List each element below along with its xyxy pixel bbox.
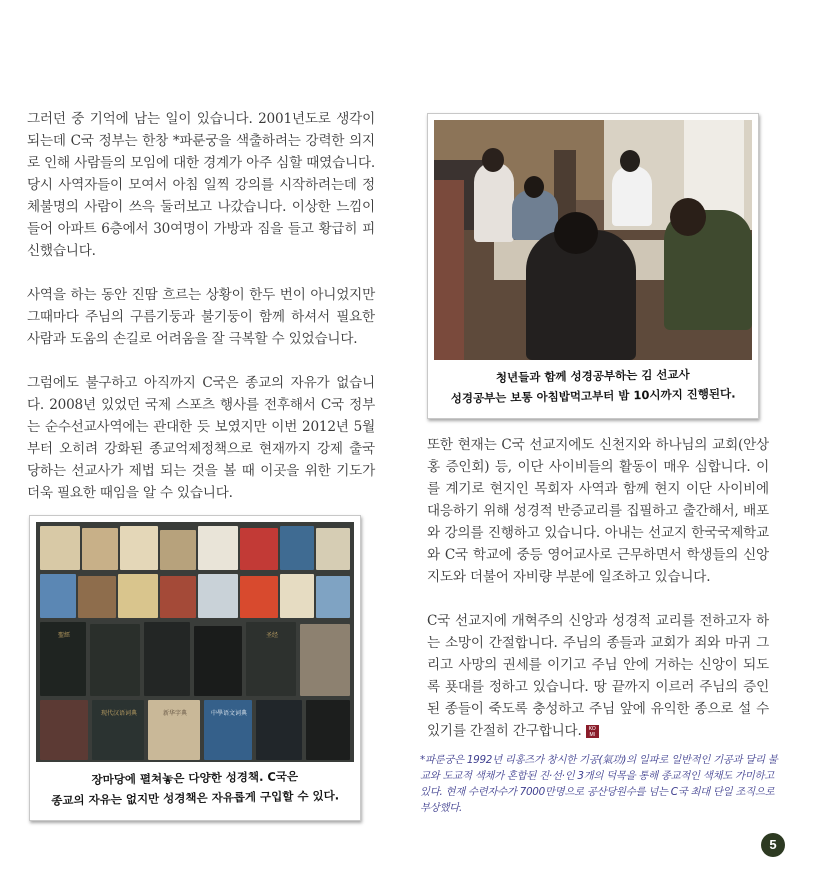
bible-market-caption [34,765,357,811]
photo-bible-study [427,113,759,419]
paragraph-religious-freedom: 그럼에도 불구하고 아직까지 C국은 종교의 자유가 없습니다. 2008년 있었던 국제 스포츠 행사를 전후해서 C국 정부는 순수선교사역에는 관대한 듯 보였지만 이번 2012년 5월부터 오히려 강화된 종교억제정책으로 현재까지 강제 출국 당하는 선교사가 제법 되는 것을 볼 때 이곳을 위한 기도가 더욱 필요한 때임을 알 수 있습니다. [27,375,375,501]
right-column [427,434,769,764]
photo-bible-market [29,515,361,821]
bible-title: 圣经 [265,632,278,639]
page-number-badge: 5 [761,833,785,857]
paragraph-cults: 또한 현재는 C국 선교지에도 신천지와 하나님의 교회(안상홍 증인회) 등, 이단 사이비들의 활동이 매우 심합니다. 이를 계기로 현지인 목회자 사역과 함께 현지 이단 사이비에 대응하기 위해 성경적 반증교리를 집필하고 출간해서, 배포와 강의를 진행하고 있습니다. 아내는 선교지 한국국제학교와 C국 학교에 중등 영어교사로 근무하면서 학생들의 신앙지도와 더불어 자비량 부분에 일조하고 있습니다. [427,437,769,585]
bible-study-image [434,120,752,360]
dictionary-title: 中學语文词典 [210,710,247,717]
caption-line: 종교의 자유는 없지만 성경책은 자유롭게 구입할 수 있다. [51,788,340,808]
caption-line: 성경공부는 보통 아침밥먹고부터 밤 10시까지 진행된다. [450,386,736,406]
caption-line: 장마당에 펼쳐놓은 다양한 성경책. C국은 [91,769,299,787]
end-mark-logo: KO MI [586,725,599,738]
left-column [27,108,375,526]
bible-title: 聖經 [57,632,70,639]
dictionary-title: 新华字典 [162,710,187,717]
caption-line: 청년들과 함께 성경공부하는 김 선교사 [495,367,690,385]
bible-study-caption [432,363,755,409]
paragraph-arrest-story: 그러던 중 기억에 남는 일이 있습니다. 2001년도로 생각이 되는데 C국 정부는 한창 *파룬궁을 색출하려는 강력한 의지로 인해 사람들의 모임에 대한 경계가 아주 심할 때였습니다. 당시 사역자들이 모여서 아침 일찍 강의를 시작하려는데 정체불명의 사람이 쓰윽 둘러보고 나갔습니다. 이상한 느낌이 들어 아파트 6층에서 30여명이 가방과 짐을 들고 황급히 피신했습니다. [27,111,375,259]
paragraph-hope [427,610,769,742]
bible-market-image [36,522,354,762]
dictionary-title: 现代汉语词典 [100,710,137,717]
paragraph-hope-text: C국 선교지에 개혁주의 신앙과 성경적 교리를 전하고자 하는 소망이 간절합니다. 주님의 종들과 교회가 죄와 마귀 그리고 사망의 권세를 이기고 주님 안에 거하는 신앙이 되도록 푯대를 정하고 있습니다. 땅 끝까지 이르러 주님의 증인된 종들이 죽도록 충성하고 주님 앞에 유익한 종으로 설 수 있기를 간절히 간구합니다. [427,613,769,739]
falungong-footnote: *파룬궁은 1992년 리홍즈가 창시한 기공(氣功)의 일파로 일반적인 기공과 달리 불교와 도교적 색채가 혼합된 진·선·인 3개의 덕목을 통해 종교적인 색채도 가미하고 있다. 현재 수련자수가 7000만명으로 공산당원수를 넘는 C국 최대 단일 조직으로 부상했다. [420,754,778,814]
paragraph-overcoming: 사역을 하는 동안 진땀 흐르는 상황이 한두 번이 아니었지만 그때마다 주님의 구름기둥과 불기둥이 함께 하셔서 필요한 사람과 도움의 손길로 어려움을 잘 극복할 수 있었습니다. [27,287,375,347]
